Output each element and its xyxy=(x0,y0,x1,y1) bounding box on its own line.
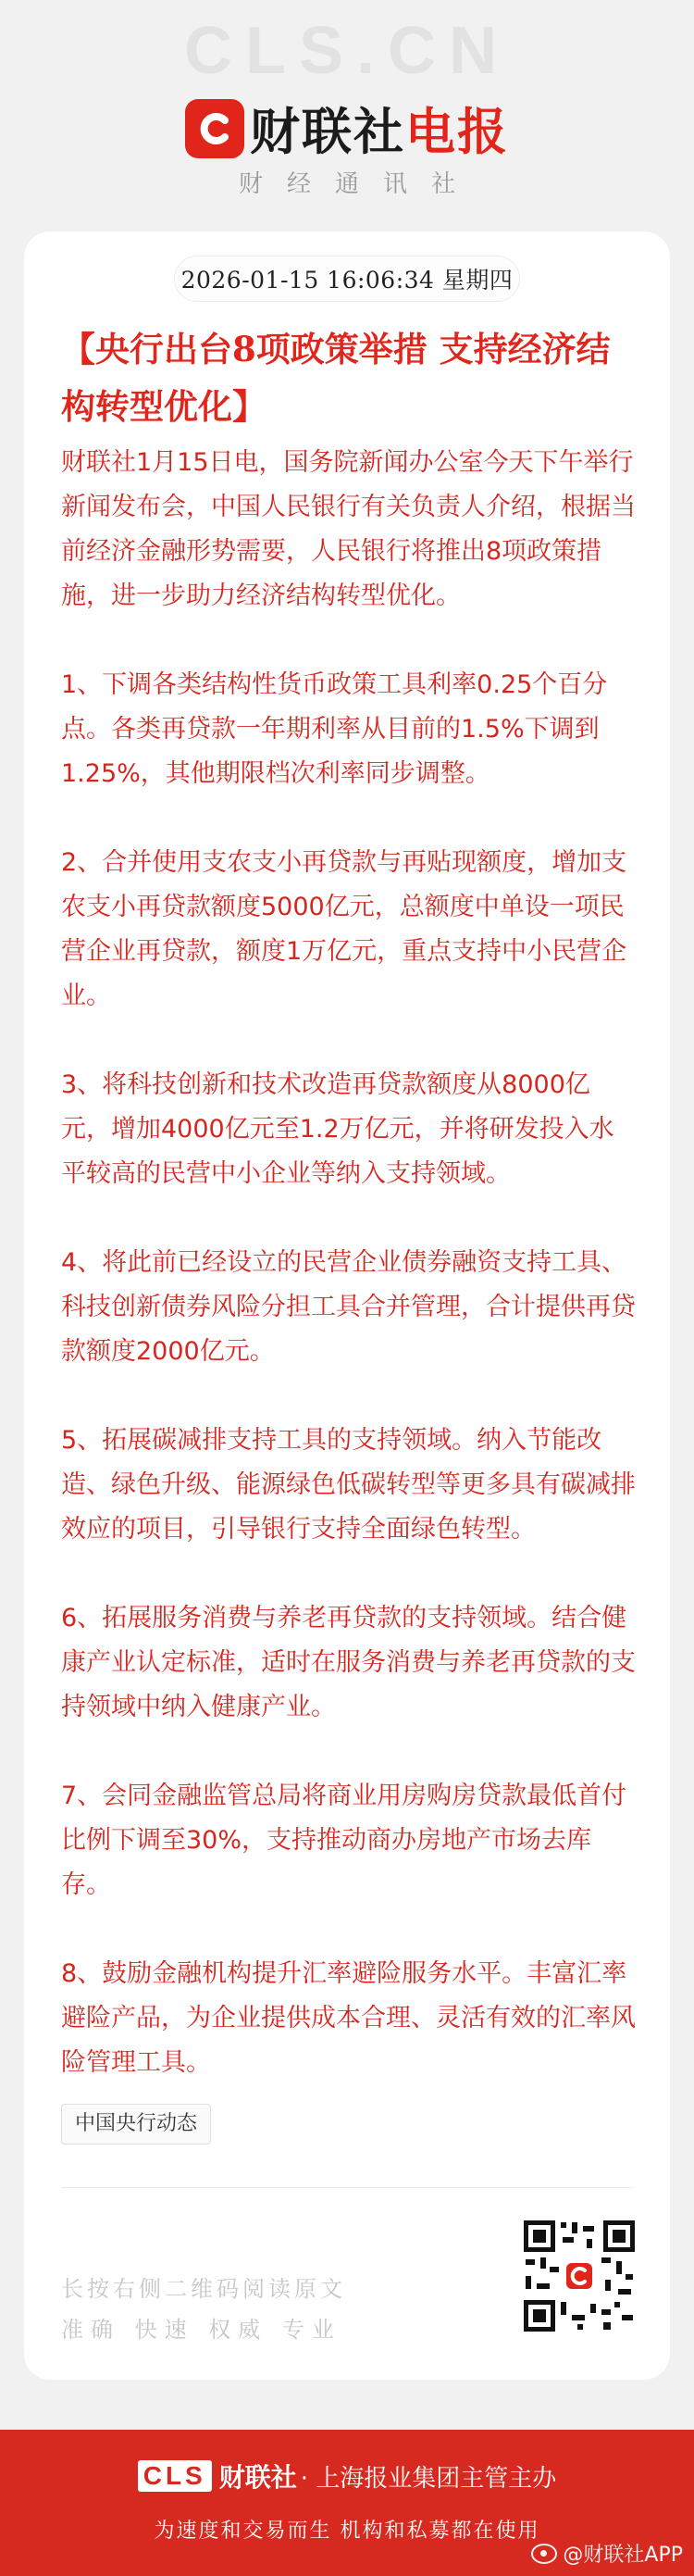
article-title: 【央行出台8项政策举措 支持经济结构转型优化】 xyxy=(61,329,611,427)
weibo-icon xyxy=(531,2544,557,2564)
cls-logo: CLS xyxy=(138,2460,212,2492)
footer-brand: 财联社 xyxy=(218,2462,297,2493)
brand-name: 财联社 xyxy=(250,103,405,161)
paragraph-intro: 财联社1月15日电，国务院新闻办公室今天下午举行新闻发布会，中国人民银行有关负责人介绍，根据当前经济金融形势需要，人民银行将推出8项政策措施，进一步助力经济结构转型优化。 xyxy=(61,448,636,610)
topic-tag[interactable]: 中国央行动态 xyxy=(61,2104,211,2145)
brand-accent: 电报 xyxy=(405,103,509,161)
watermark-text: CLS.CN xyxy=(184,14,510,88)
article-body xyxy=(61,441,637,2130)
publish-datetime: 2026-01-15 16:06:34 星期四 xyxy=(174,256,520,302)
qr-slogan-text: 准确 快速 权威 专业 xyxy=(61,2317,341,2343)
brand-logo xyxy=(0,93,694,164)
header-subtitle: 财经通讯社 xyxy=(238,170,479,198)
paragraph-item-1: 1、下调各类结构性货币政策工具利率0.25个百分点。各类再贷款一年期利率从目前的1.5%下调到1.25%，其他期限档次利率同步调整。 xyxy=(61,670,608,788)
paragraph-item-3: 3、将科技创新和技术改造再贷款额度从8000亿元，增加4000亿元至1.2万亿元，并将研发投入水平较高的民营中小企业等纳入支持领域。 xyxy=(61,1070,614,1188)
weibo-watermark xyxy=(531,2539,683,2568)
paragraph-item-6: 6、拓展服务消费与养老再贷款的支持领域。结合健康产业认定标准，适时在服务消费与养老再贷款的支持领域中纳入健康产业。 xyxy=(61,1604,636,1721)
divider xyxy=(61,2187,633,2188)
weibo-handle: @财联社APP xyxy=(563,2544,683,2567)
paragraph-item-5: 5、拓展碳减排支持工具的支持领域。纳入节能改造、绿色升级、能源绿色低碳转型等更多具有碳减排效应的项目，引导银行支持全面绿色转型。 xyxy=(61,1426,636,1544)
footer-brand-row xyxy=(0,2457,694,2495)
c-logo-icon xyxy=(185,99,244,158)
paragraph-item-2: 2、合并使用支农支小再贷款与再贴现额度，增加支农支小再贷款额度5000亿元，总额度中单设一项民营企业再贷款，额度1万亿元，重点支持中小民营企业。 xyxy=(61,848,627,1010)
qr-hint-text: 长按右侧二维码阅读原文 xyxy=(61,2276,346,2302)
footer xyxy=(0,2430,694,2576)
paragraph-item-4: 4、将此前已经设立的民营企业债券融资支持工具、科技创新债券风险分担工具合并管理，合计提供再贷款额度2000亿元。 xyxy=(61,1248,636,1366)
footer-note: · 上海报业集团主管主办 xyxy=(300,2464,557,2493)
footer-tagline: 为速度和交易而生 机构和私募都在使用 xyxy=(154,2520,540,2543)
paragraph-item-8: 8、鼓励金融机构提升汇率避险服务水平。丰富汇率避险产品，为企业提供成本合理、灵活有效的汇率风险管理工具。 xyxy=(61,1959,636,2077)
paragraph-item-7: 7、会同金融监管总局将商业用房购房贷款最低首付比例下调至30%，支持推动商办房地产市场去库存。 xyxy=(61,1782,627,1899)
header xyxy=(0,0,694,231)
article-card xyxy=(24,231,670,2380)
qr-code-icon[interactable] xyxy=(522,2219,637,2333)
